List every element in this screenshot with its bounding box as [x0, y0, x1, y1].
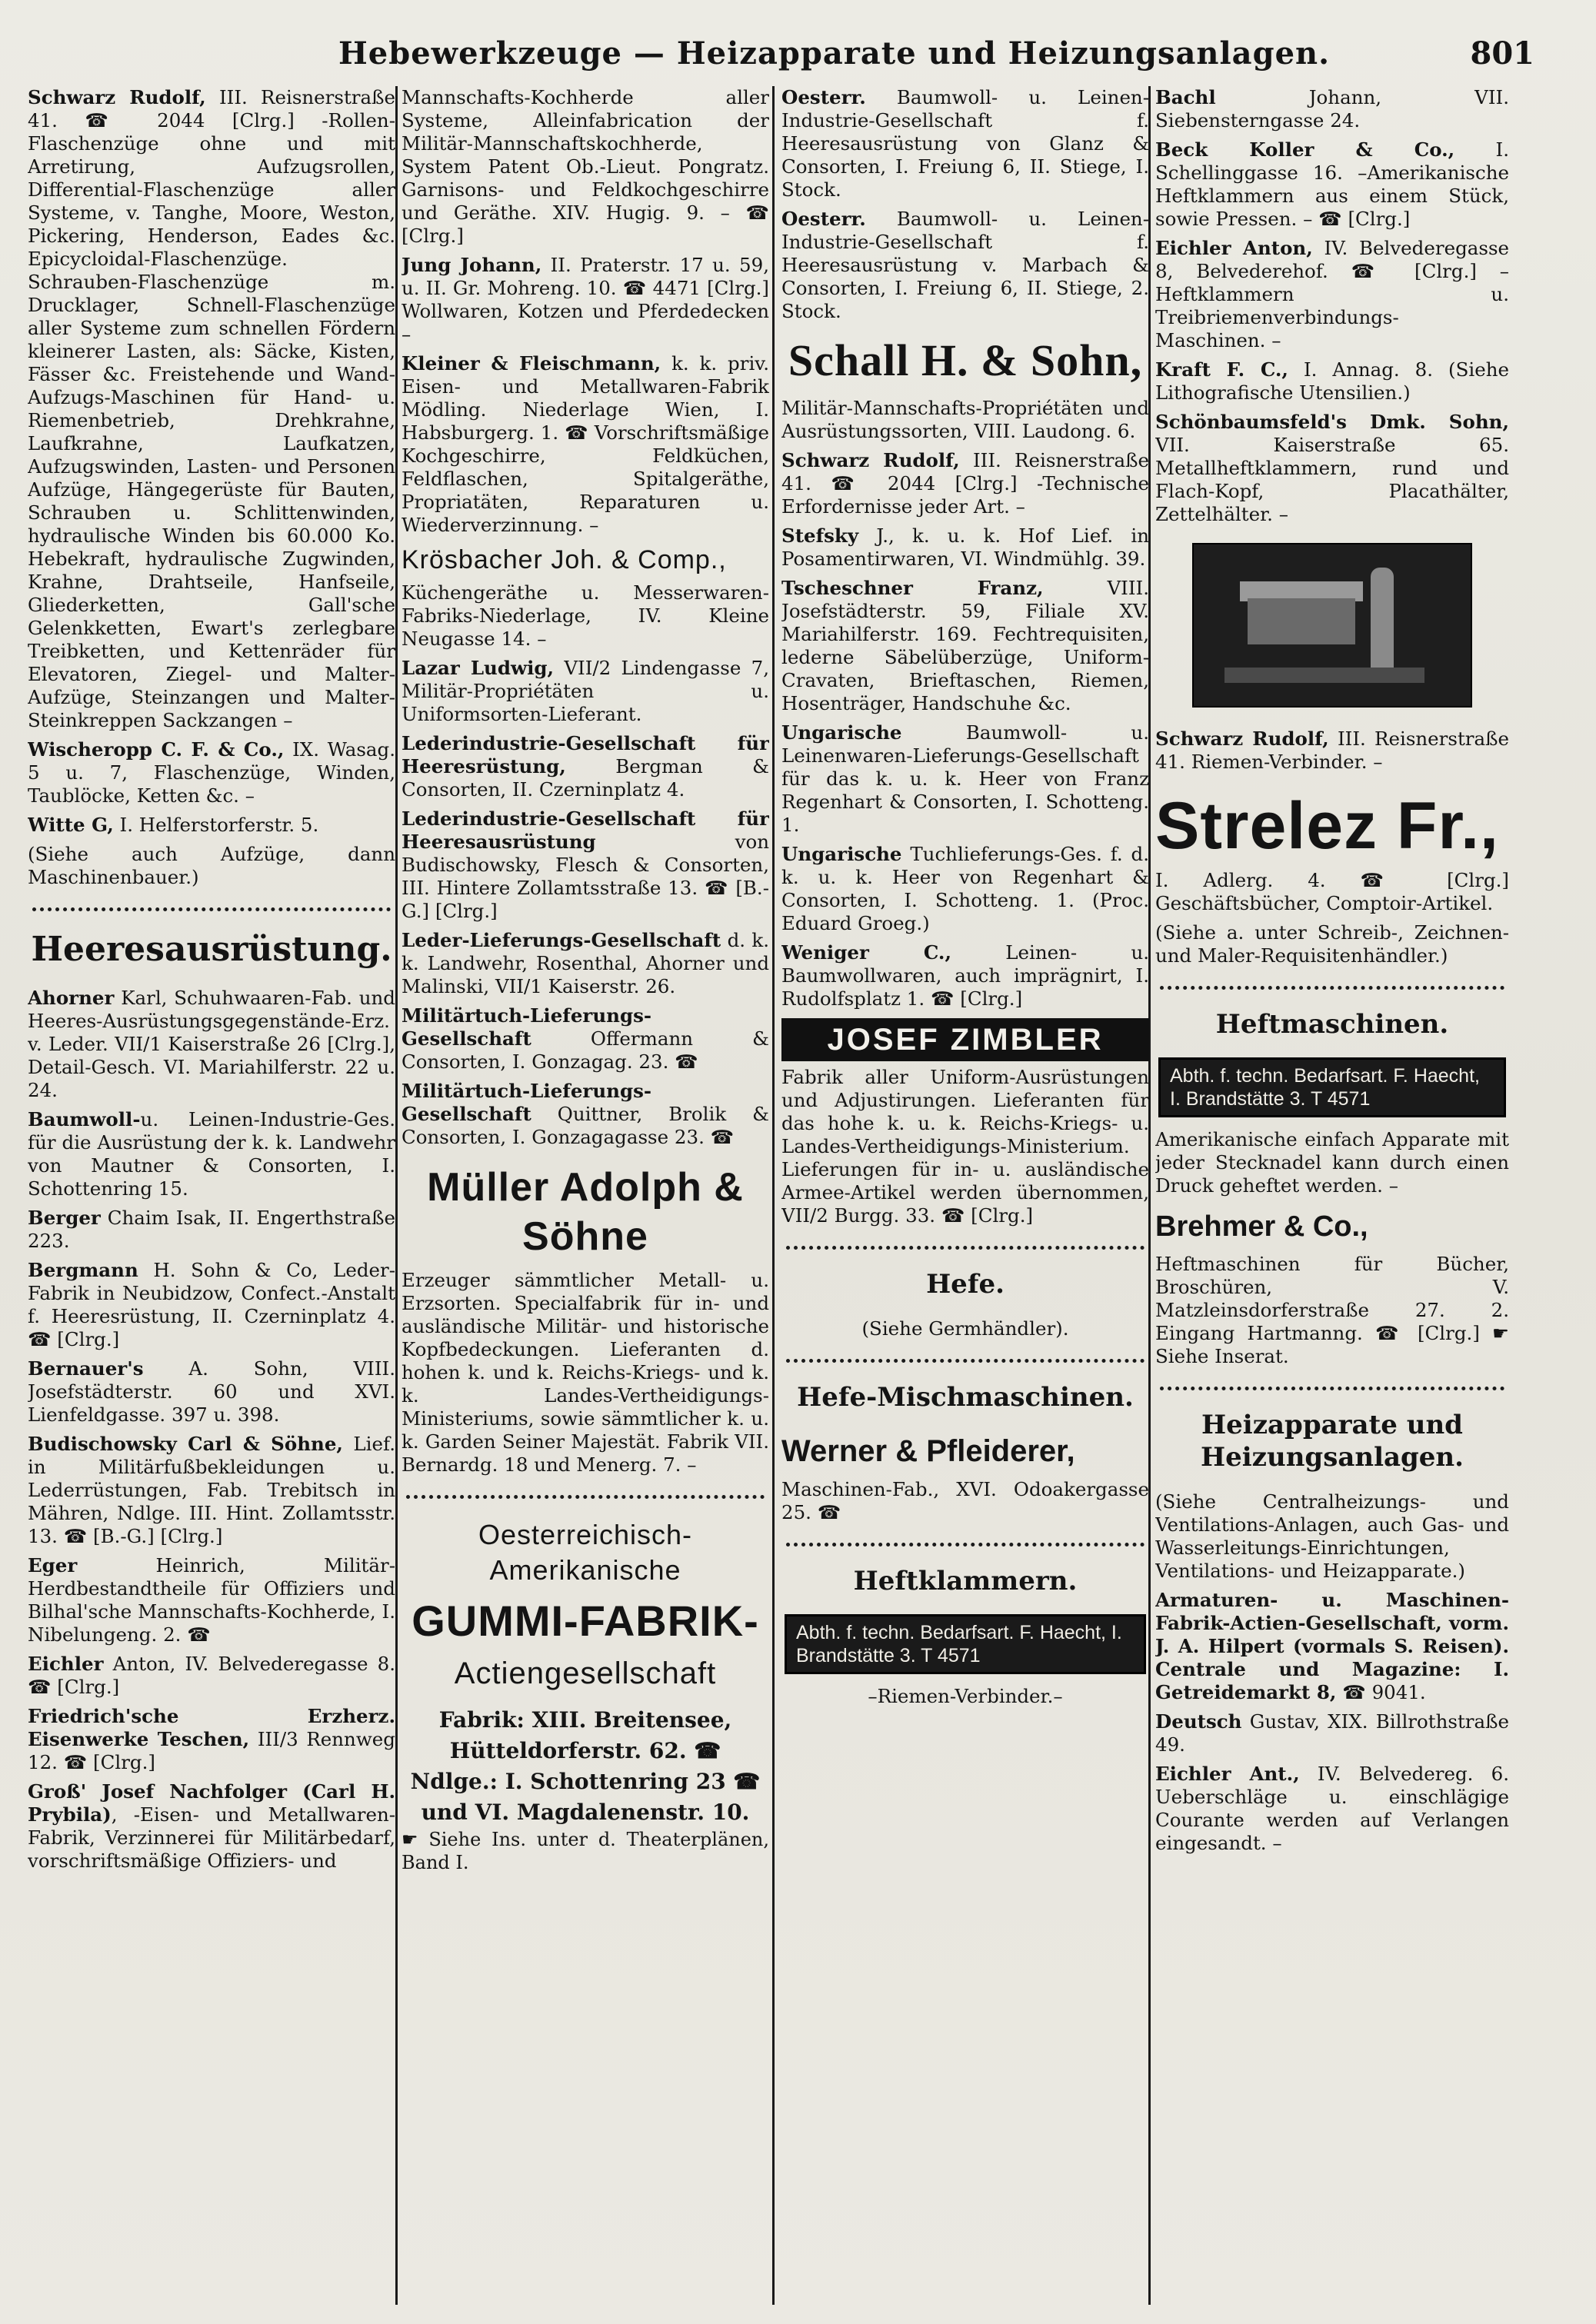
dotted-divider: [786, 1354, 1145, 1363]
listing-entry: [28, 1705, 395, 1774]
entry-text: I. Annag. 8. (Siehe Lithografische Utensilien.): [1155, 358, 1509, 404]
entry-text: Leinen- u. Baumwollwaren, auch imprägnirt, I. Rudolfsplatz 1. ☎ [Clrg.]: [781, 941, 1149, 1010]
entry-text: Maschinen-Fab., XVI. Odoakergasse 25. ☎: [781, 1478, 1149, 1523]
cross-reference-note: (Siehe auch Aufzüge, dann Maschinenbauer.): [28, 843, 395, 888]
device-shape: [1248, 598, 1355, 644]
advert-note: ☛ Siehe Ins. unter d. Theaterplänen, Band I.: [401, 1829, 769, 1873]
listing-entry: [28, 1108, 395, 1200]
listing-entry: [401, 1004, 769, 1074]
entry-name: Ungarische: [781, 843, 902, 865]
entry-text: Baumwoll- u. Leinenwaren-Lieferungs-Gesellschaft für das k. u. k. Heer von Franz Regenhart & Consorten, I. Schotteng. 1.: [781, 721, 1149, 836]
advert-text: Erzeuger sämmtlicher Metall- u. Erzsorten. Specialfabrik für in- und ausländische Militär- und historische Kopfbedeckungen. Lieferanten d. hohen k. und k. Reichs-Kriegs- und k. k. Landes-Vertheidigungs-Ministeriums, sowie sämmtlicher k. u. k. Garden Seiner Majestät. Fabrik VII. Bernardg. 18 und Menerg. 7. –: [401, 1269, 769, 1476]
entry-name: Weniger C.,: [781, 941, 951, 964]
advert-text: I. Adlerg. 4. ☎ [Clrg.] Geschäftsbücher, Comptoir-Artikel.: [1155, 869, 1509, 914]
entry-text: VII/2 Lindengasse 7, Militär-Propriétäten u. Uniformsorten-Lieferant.: [401, 657, 769, 725]
entry-text: –Riemen-Verbinder.–: [868, 1685, 1063, 1707]
advert-line: Oesterreichisch-Amerikanische: [478, 1519, 693, 1586]
entry-name: Bernauer's: [28, 1357, 144, 1380]
dotted-divider: [406, 1490, 765, 1499]
entry-text: Heinrich, Militär-Herdbestandtheile für Offiziers und Bilhal'sche Mannschafts-Kochherde, I. Nibelungeng. 2. ☎: [28, 1554, 395, 1646]
listing-entry: [781, 208, 1149, 323]
entry-text: III. Reisnerstraße 41. ☎ 2044 [Clrg.] -Technische Erfordernisse jeder Art. –: [781, 449, 1149, 518]
column-rule: [772, 86, 775, 2305]
advert-name: Strelez Fr.,: [1155, 789, 1499, 863]
advert-text: Militär-Mannschafts-Propriétäten und Ausrüstungssorten, VIII. Laudong. 6.: [781, 397, 1149, 442]
listing-entry: [781, 721, 1149, 837]
section-heading: Heftklammern.: [853, 1566, 1078, 1597]
entry-text: Baumwoll- u. Leinen-Industrie-Gesellschaft f. Heeresausrüstung v. Marbach & Consorten, I. Freiung 6, II. Stiege, 2. Stock.: [781, 208, 1149, 322]
entry-name: Eger: [28, 1554, 78, 1577]
device-shape: [1224, 668, 1424, 683]
entry-name: Leder-Lieferungs-Gesellschaft: [401, 929, 721, 951]
entry-name: Armaturen- u. Maschinen-Fabrik-Actien-Gesellschaft, vorm. J. A. Hilpert (vormals S. Reisen). Centrale und Magazine: I. Getreidemarkt 8,: [1155, 1589, 1509, 1703]
entry-text: Tuchlieferungs-Ges. f. d. k. u. k. Heer von Regenhart & Consorten, I. Schotteng. 1. (Proc. Eduard Groeg.): [781, 843, 1149, 934]
entry-text: Lief. in Militärfußbekleidungen u. Lederrüstungen, Fab. Trebitsch in Mähren, Ndlge. III. Hint. Zollamtsstr. 13. ☎ [B.-G.] [Clrg.]: [28, 1433, 395, 1547]
entry-name: Oesterr.: [781, 86, 866, 108]
section-heading: Hefe.: [926, 1269, 1005, 1300]
listing-entry: [28, 1554, 395, 1646]
stamp-advert: Abth. f. techn. Bedarfsart. F. Haecht, I. Brandstätte 3. T 4571: [1158, 1057, 1506, 1117]
entry-text: u. Leinen-Industrie-Ges. für die Ausrüstung der k. k. Landwehr von Mautner & Consorten, I. Schottenring 15.: [28, 1108, 395, 1200]
entry-text: H. Sohn & Co, Leder-Fabrik in Neubidzow, Confect.-Anstalt f. Heeresrüstung, II. Czerninplatz 4. ☎ [Clrg.]: [28, 1259, 395, 1350]
listing-entry: [1155, 1763, 1509, 1855]
entry-text: IV. Belvedereg. 6. Ueberschläge u. einschlägige Courante werden auf Verlangen eingesandt. –: [1155, 1763, 1509, 1854]
listing-entry: [401, 1080, 769, 1149]
listing-entry: [1155, 86, 1509, 132]
entry-name: Friedrich'sche Erzherz. Eisenwerke Teschen,: [28, 1705, 395, 1750]
entry-text: ☎ 9041.: [1342, 1681, 1426, 1703]
entry-text: von Budischowsky, Flesch & Consorten, III. Hintere Zollamtsstraße 13. ☎ [B.-G.] [Clrg.]: [401, 831, 769, 922]
entry-text: A. Sohn, VIII. Josefstädterstr. 60 und XVI. Lienfeldgasse. 397 u. 398.: [28, 1357, 395, 1426]
entry-name: Budischowsky Carl & Söhne,: [28, 1433, 343, 1455]
listing-entry: [401, 657, 769, 726]
entry-name: Kraft F. C.,: [1155, 358, 1288, 381]
entry-name: Militärtuch-Lieferungs-Gesellschaft: [401, 1080, 652, 1125]
listing-entry: [1155, 138, 1509, 231]
entry-name: Eichler: [28, 1653, 104, 1675]
entry-name: Schwarz Rudolf,: [28, 86, 206, 108]
entry-name: Eichler Anton,: [1155, 237, 1313, 259]
entry-text: Johann, VII. Siebensterngasse 24.: [1155, 86, 1509, 132]
column-3: [781, 86, 1149, 2301]
entry-name: Lederindustrie-Gesellschaft für Heeresrüstung,: [401, 732, 769, 777]
entry-name: Berger: [28, 1207, 101, 1229]
listing-entry: [1155, 727, 1509, 774]
listing-entry: [781, 524, 1149, 571]
listing-entry: Mannschafts-Kochherde aller Systeme, Alleinfabrication der Militär-Mannschaftskochherde, System Patent Ob.-Lieut. Pongratz. Garnisons- und Feldkochgeschirre und Geräthe. XIV. Hugig. 9. – ☎ [Clrg.]: [401, 86, 769, 247]
entry-text: III/3 Rennweg 12. ☎ [Clrg.]: [28, 1728, 395, 1773]
stapler-photo: [1192, 543, 1472, 708]
entry-text: VII. Kaiserstraße 65. Metallheftklammern, rund und Flach-Kopf, Placathälter, Zettelhälter. –: [1155, 434, 1509, 525]
entry-text: Baumwoll- u. Leinen-Industrie-Gesellschaft f. Heeresausrüstung von Glanz & Consorten, I. Freiung 6, II. Stiege, I. Stock.: [781, 86, 1149, 201]
entry-text: Karl, Schuhwaaren-Fab. und Heeres-Ausrüstungsgegenstände-Erz. v. Leder. VII/1 Kaiserstraße 26 [Clrg.], Detail-Gesch. VI. Mariahilferstr. 22 u. 24.: [28, 987, 395, 1101]
cross-reference-note: (Siehe a. unter Schreib-, Zeichnen- und Maler-Requisitenhändler.): [1155, 921, 1509, 967]
listing-entry: [28, 1259, 395, 1351]
listing-entry: [1155, 237, 1509, 352]
listing-entry: [401, 352, 769, 537]
listing-entry: [28, 1653, 395, 1699]
advert-banner: JOSEF ZIMBLER: [781, 1018, 1149, 1061]
entry-text: IX. Wasag. 5 u. 7, Flaschenzüge, Winden, Taublöcke, Ketten &c. –: [28, 738, 395, 807]
advert-text: Heftmaschinen für Bücher, Broschüren, V. Matzleinsdorferstraße 27. 2. Eingang Hartmanng. ☎ [Clrg.] ☛ Siehe Inserat.: [1155, 1253, 1509, 1367]
listing-entry: [28, 738, 395, 807]
entry-name: Bachl: [1155, 86, 1216, 108]
section-heading: Heeresausrüstung.: [31, 930, 392, 969]
entry-text: d. k. k. Landwehr, Rosenthal, Ahorner und Malinski, VII/1 Kaiserstr. 26.: [401, 929, 769, 997]
entry-name: Lazar Ludwig,: [401, 657, 555, 679]
entry-name: Eichler Ant.,: [1155, 1763, 1300, 1785]
entry-text: Chaim Isak, II. Engerthstraße 223.: [28, 1207, 395, 1252]
entry-text: Offermann & Consorten, I. Gonzagag. 23. ☎: [401, 1027, 769, 1073]
entry-name: Wischeropp C. F. & Co.,: [28, 738, 285, 761]
entry-text: Küchengeräthe u. Messerwaren-Fabriks-Niederlage, IV. Kleine Neugasse 14. –: [401, 581, 769, 650]
entry-name: Tscheschner Franz,: [781, 577, 1044, 599]
listing-entry: [1155, 1710, 1509, 1756]
listing-entry: [781, 86, 1149, 201]
listing-entry: [1155, 358, 1509, 405]
column-4: [1155, 86, 1509, 2301]
entry-name: Deutsch: [1155, 1710, 1242, 1733]
column-rule: [395, 86, 398, 2305]
column-1: [28, 86, 395, 2301]
listing-entry: [401, 732, 769, 801]
entry-name: Jung Johann,: [401, 254, 542, 276]
listing-entry: [28, 86, 395, 732]
advert-name: Brehmer & Co.,: [1155, 1210, 1368, 1243]
section-heading: Heftmaschinen.: [1215, 1009, 1449, 1040]
listing-entry: [1155, 1589, 1509, 1704]
entry-name: Bergmann: [28, 1259, 138, 1281]
cross-reference-note: (Siehe Centralheizungs- und Ventilations-Anlagen, auch Gas- und Wasserleitungs-Einrichtungen, Ventilations- und Heizapparate.): [1155, 1490, 1509, 1582]
listing-entry: [781, 941, 1149, 1011]
advert-text: Fabrik aller Uniform-Ausrüstungen und Adjustirungen. Lieferanten für das hohe k. u. k. Reichs-Kriegs- u. Landes-Vertheidigungs-Ministerium. Lieferungen für in- u. ausländische Armee-Artikel werden übernommen, VII/2 Burgg. 33. ☎ [Clrg.]: [781, 1066, 1149, 1227]
listing-entry: [28, 1207, 395, 1253]
dotted-divider: [1160, 1382, 1504, 1390]
listing-entry: [401, 929, 769, 998]
entry-name: Witte G,: [28, 814, 114, 836]
entry-text: J., k. u. k. Hof Lief. in Posamentirwaren, VI. Windmühlg. 39.: [781, 524, 1149, 570]
advert-address: Ndlge.: I. Schottenring 23 ☎ und VI. Magdalenenstr. 10.: [410, 1769, 761, 1825]
entry-text: k. k. priv. Eisen- und Metallwaren-Fabrik Mödling. Niederlage Wien, I. Habsburgerg. 1. ☎ Vorschriftsmäßige Kochgeschirre, Feldküchen, Feldflaschen, Spitalgeräthe, Propriatäten, Reparaturen u. Wiederverzinnung. –: [401, 352, 769, 536]
listing-entry: [28, 987, 395, 1102]
stamp-advert: Abth. f. techn. Bedarfsart. F. Haecht, I. Brandstätte 3. T 4571: [785, 1614, 1146, 1674]
entry-name: Schwarz Rudolf,: [1155, 727, 1329, 750]
entry-text: Bergman & Consorten, II. Czerninplatz 4.: [401, 755, 769, 801]
device-shape: [1371, 568, 1394, 683]
advert-line: Actiengesellschaft: [454, 1656, 717, 1690]
running-head: [0, 29, 1596, 83]
entry-text: Amerikanische einfach Apparate mit jeder Stecknadel kann durch einen Druck geheftet werden. –: [1155, 1128, 1509, 1197]
entry-name: Kleiner & Fleischmann,: [401, 352, 661, 375]
entry-text: , -Eisen- und Metallwaren-Fabrik, Verzinnerei für Militärbedarf, vorschriftsmäßige Offiziers- und: [28, 1803, 395, 1872]
listing-entry: [401, 807, 769, 923]
entry-name: Schwarz Rudolf,: [781, 449, 960, 471]
entry-text: Quittner, Brolik & Consorten, I. Gonzagagasse 23. ☎: [401, 1103, 769, 1148]
listing-entry: [781, 449, 1149, 518]
page-title: Hebewerkzeuge — Heizapparate und Heizungsanlagen.: [338, 35, 1331, 72]
dotted-divider: [32, 903, 391, 911]
entry-text: I. Helferstorferstr. 5.: [119, 814, 319, 836]
dotted-divider: [1160, 981, 1504, 990]
listing-entry: [781, 843, 1149, 935]
entry-name: Ungarische: [781, 721, 902, 744]
entry-text: IV. Belvederegasse 8, Belvederehof. ☎ [Clrg.] –Heftklammern u. Treibriemenverbindungs-Maschinen. –: [1155, 237, 1509, 351]
entry-name: Stefsky: [781, 524, 859, 547]
advert-name: Werner & Pfleiderer,: [781, 1434, 1075, 1468]
advert-name: Krösbacher Joh. & Comp.,: [401, 545, 727, 574]
cross-reference-note: (Siehe Germhändler).: [861, 1317, 1069, 1340]
entry-name: Ahorner: [28, 987, 115, 1009]
entry-text: III. Reisnerstraße 41. Riemen-Verbinder. –: [1155, 727, 1509, 773]
listing-entry: [28, 1357, 395, 1427]
entry-name: Oesterr.: [781, 208, 866, 230]
listing-entry: [28, 814, 395, 837]
advert-name: Schall H. & Sohn,: [788, 335, 1143, 385]
advert-name: GUMMI-FABRIK-: [411, 1597, 759, 1645]
advert-name: Müller Adolph & Söhne: [427, 1165, 744, 1259]
entry-name: Militärtuch-Lieferungs-Gesellschaft: [401, 1004, 652, 1050]
entry-name: Schönbaumsfeld's Dmk. Sohn,: [1155, 411, 1509, 433]
entry-text: III. Reisnerstraße 41. ☎ 2044 [Clrg.] -Rollen-Flaschenzüge ohne und mit Arretirung, Aufzugsrollen, Differential-Flaschenzüge aller Systeme, v. Tanghe, Moore, Weston, Pickering, Henderson, Eades &c. Epicycloidal-Flaschenzüge. Schrauben-Flaschenzüge m. Drucklager, Schnell-Flaschenzüge aller Systeme zum schnellen Fördern kleinerer Lasten, als: Säcke, Kisten, Fässer &c. Freistehende und Wand-Aufzugs-Maschinen für Hand- u. Riemenbetrieb, Drehkrahne, Laufkrahne, Laufkatzen, Aufzugswinden, Lasten- und Personen Aufzüge, Hängegerüste für Bauten, Schrauben u. Schlittenwinden, hydraulische Winden bis 60.000 Ko. Hebekraft, hydraulische Zugwinden, Krahne, Drahtseile, Hanfseile, Gliederketten, Gall'sche Gelenkketten, Ewart's zerlegbare Treibketten, und Kettenräder für Elevatoren, Ziegel- und Malter-Aufzüge, Steinzangen und Malter-Steinkreppen Sackzangen –: [28, 86, 395, 731]
entry-name: Groß' Josef Nachfolger (Carl H. Prybila): [28, 1780, 395, 1826]
entry-name: Beck Koller & Co.,: [1155, 138, 1455, 161]
advert-address: Fabrik: XIII. Breitensee, Hütteldorferstr. 62. ☎: [438, 1707, 732, 1763]
listing-entry: [781, 577, 1149, 715]
entry-name: Lederindustrie-Gesellschaft für Heeresausrüstung: [401, 807, 769, 853]
column-2: [401, 86, 769, 2301]
listing-entry: [28, 1433, 395, 1548]
entry-text: Gustav, XIX. Billrothstraße 49.: [1155, 1710, 1509, 1756]
dotted-divider: [786, 1538, 1145, 1547]
section-heading: Heizapparate und Heizungsanlagen.: [1201, 1410, 1464, 1473]
dotted-divider: [786, 1241, 1145, 1250]
entry-text: I. Schellinggasse 16. –Amerikanische Heftklammern aus einem Stück, sowie Pressen. – ☎ [Clrg.]: [1155, 138, 1509, 230]
listing-entry: [28, 1780, 395, 1873]
entry-text: Anton, IV. Belvederegasse 8. ☎ [Clrg.]: [28, 1653, 395, 1698]
entry-name: Baumwoll-: [28, 1108, 141, 1130]
entry-text: VIII. Josefstädterstr. 59, Filiale XV. Mariahilferstr. 169. Fechtrequisiten, lederne Säbelüberzüge, Uniform-Cravaten, Brieftaschen, Riemen, Hosenträger, Handschuhe &c.: [781, 577, 1149, 714]
page-number: 801: [1470, 35, 1534, 72]
listing-entry: [401, 254, 769, 346]
entry-text: II. Praterstr. 17 u. 59, u. II. Gr. Mohreng. 10. ☎ 4471 [Clrg.] Wollwaren, Kotzen und Pferdedecken –: [401, 254, 769, 345]
listing-entry: [1155, 411, 1509, 526]
section-heading: Hefe-Mischmaschinen.: [797, 1382, 1134, 1413]
